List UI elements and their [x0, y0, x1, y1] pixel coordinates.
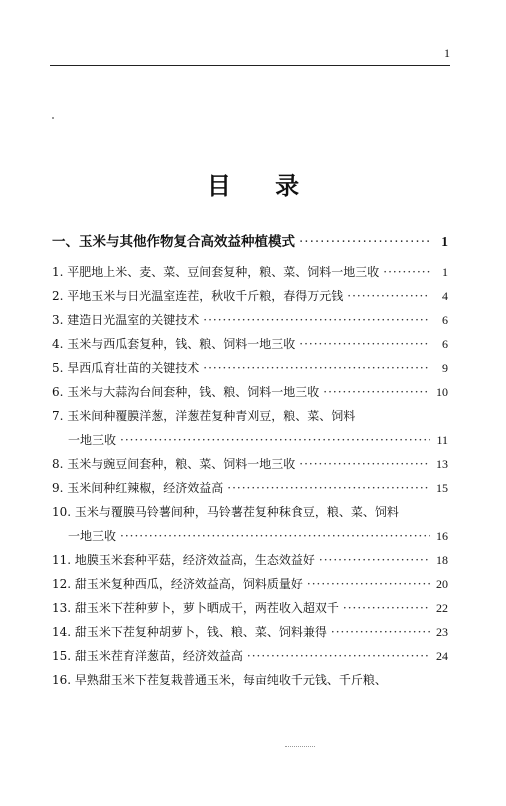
dot-leader	[331, 620, 430, 644]
toc-label: 13. 甜玉米下茬种萝卜，萝卜晒成干，两茬收入超双千	[52, 601, 339, 615]
toc-label: 一地三收	[68, 433, 117, 447]
toc-page-number: 6	[442, 337, 448, 351]
toc-page-number: 13	[436, 457, 448, 471]
table-of-contents	[52, 224, 448, 692]
toc-page-number: 22	[436, 601, 448, 615]
dot-leader	[307, 572, 430, 596]
page-title: 目 录	[206, 172, 318, 200]
toc-section-heading[interactable]	[52, 224, 448, 260]
toc-label: 6. 玉米与大蒜沟台间套种，钱、粮、饲料一地三收	[52, 385, 320, 399]
scan-speck	[52, 117, 54, 119]
toc-entry[interactable]	[52, 332, 448, 356]
toc-entry[interactable]	[52, 308, 448, 332]
toc-entry[interactable]	[52, 500, 448, 524]
dot-leader	[299, 332, 430, 356]
toc-page-number: 9	[442, 361, 448, 375]
toc-label: 一地三收	[68, 529, 117, 543]
toc-label: 15. 甜玉米茬育洋葱苗，经济效益高	[52, 649, 243, 663]
toc-label: 12. 甜玉米复种西瓜，经济效益高，饲料质量好	[52, 577, 303, 591]
toc-label: 11. 地膜玉米套种平菇，经济效益高，生态效益好	[52, 553, 315, 567]
toc-page-number: 1	[441, 234, 448, 249]
toc-entry[interactable]	[52, 572, 448, 596]
toc-page-number: 23	[436, 625, 448, 639]
dot-leader	[343, 596, 430, 620]
toc-label: 3. 建造日光温室的关键技术	[52, 313, 200, 327]
toc-entry[interactable]	[52, 644, 448, 668]
toc-label: 10. 玉米与覆膜马铃薯间种，马铃薯茬复种秣食豆，粮、菜、饲料	[52, 505, 399, 519]
toc-page-number: 16	[436, 529, 448, 543]
toc-entry[interactable]	[52, 596, 448, 620]
dot-leader	[120, 524, 430, 548]
dot-leader	[383, 260, 430, 284]
toc-label: 1. 平肥地上米、麦、菜、豆间套复种，粮、菜、饲料一地三收	[52, 265, 380, 279]
dot-leader	[299, 452, 430, 476]
toc-page-number: 4	[442, 289, 448, 303]
dot-leader	[299, 224, 430, 260]
toc-page-number: 10	[436, 385, 448, 399]
toc-entry[interactable]	[52, 404, 448, 428]
dot-leader	[347, 284, 430, 308]
toc-entry[interactable]	[52, 260, 448, 284]
toc-entry-continuation[interactable]	[52, 524, 448, 548]
dot-leader	[319, 548, 430, 572]
dot-leader	[323, 380, 430, 404]
page-number: 1	[444, 46, 450, 60]
toc-page-number: 15	[436, 481, 448, 495]
toc-entry[interactable]	[52, 284, 448, 308]
toc-label: 2. 平地玉米与日光温室连茬，秋收千斤粮，春得万元钱	[52, 289, 344, 303]
toc-label: 8. 玉米与豌豆间套种，粮、菜、饲料一地三收	[52, 457, 296, 471]
toc-page-number: 6	[442, 313, 448, 327]
header-rule	[50, 65, 450, 66]
toc-entry[interactable]	[52, 356, 448, 380]
dot-leader	[203, 356, 430, 380]
toc-page-number: 1	[442, 265, 448, 279]
toc-entry-continuation[interactable]	[52, 428, 448, 452]
toc-label: 14. 甜玉米下茬复种胡萝卜，钱、粮、菜、饲料兼得	[52, 625, 327, 639]
footer-mark	[285, 746, 315, 747]
toc-entry[interactable]	[52, 380, 448, 404]
toc-page-number: 20	[436, 577, 448, 591]
toc-entry[interactable]	[52, 548, 448, 572]
toc-entry[interactable]	[52, 476, 448, 500]
dot-leader	[227, 476, 430, 500]
dot-leader	[203, 308, 430, 332]
dot-leader	[120, 428, 430, 452]
toc-page-number: 11	[436, 433, 448, 447]
toc-label: 4. 玉米与西瓜套复种，钱、粮、饲料一地三收	[52, 337, 296, 351]
toc-label: 5. 旱西瓜育壮苗的关键技术	[52, 361, 200, 375]
toc-entry[interactable]	[52, 668, 448, 692]
toc-label: 7. 玉米间种覆膜洋葱，洋葱茬复种青刈豆，粮、菜、饲料	[52, 409, 356, 423]
dot-leader	[247, 644, 430, 668]
toc-label: 一、玉米与其他作物复合高效益种植模式	[52, 234, 295, 250]
toc-page-number: 24	[436, 649, 448, 663]
toc-entry[interactable]	[52, 620, 448, 644]
toc-label: 16. 早熟甜玉米下茬复栽普通玉米，每亩纯收千元钱、千斤粮、	[52, 673, 387, 687]
toc-page-number: 18	[436, 553, 448, 567]
toc-label: 9. 玉米间种红辣椒，经济效益高	[52, 481, 224, 495]
toc-entry[interactable]	[52, 452, 448, 476]
